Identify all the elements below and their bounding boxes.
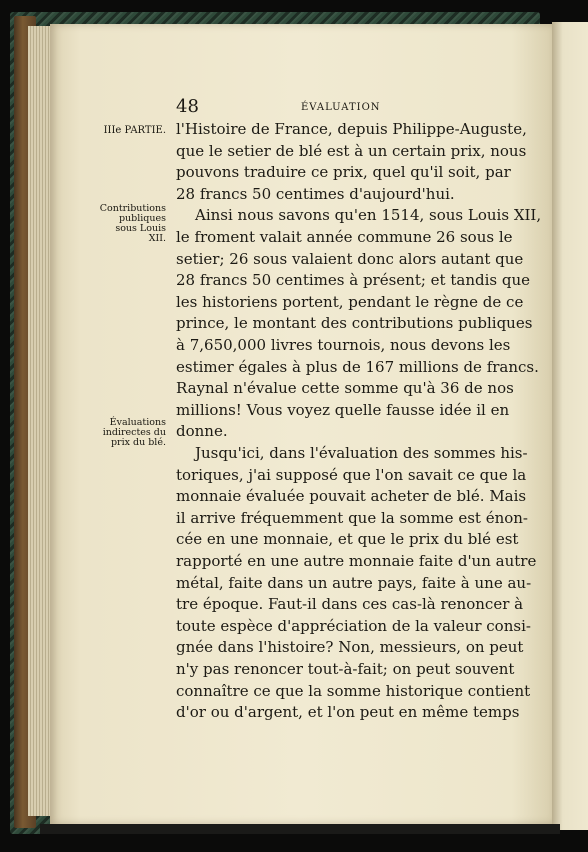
text-line: prince, le montant des contributions publiques: [176, 314, 533, 333]
text-line: pouvons traduire ce prix, quel qu'il soit, par: [176, 163, 511, 182]
margin-note-evaluations: Évaluations indirectes du prix du blé.: [102, 417, 166, 448]
text-line: donne.: [176, 422, 228, 441]
text-line: Raynal n'évalue cette somme qu'à 36 de nos: [176, 379, 514, 398]
text-line: Ainsi nous savons qu'en 1514, sous Louis XII,: [195, 206, 542, 225]
text-line: il arrive fréquemment que la somme est énon-: [176, 508, 528, 527]
bottom-shadow: [40, 824, 560, 834]
text-line: monnaie évaluée pouvait acheter de blé. Mais: [176, 487, 527, 506]
running-title: ÉVALUATION: [301, 102, 381, 113]
text-line: toriques, j'ai supposé que l'on savait ce que la: [176, 465, 527, 484]
text-line: tre époque. Faut-il dans ces cas-là renoncer à: [176, 595, 524, 614]
text-line: Jusqu'ici, dans l'évaluation des sommes his-: [195, 444, 528, 462]
margin-note-contributions: Contributions publiques sous Louis XII.: [99, 203, 166, 244]
text-line: millions! Vous voyez quelle fausse idée il en: [176, 400, 510, 419]
text-line: que le setier de blé est à un certain prix, nous: [176, 141, 527, 160]
text-line: le froment valait année commune 26 sous le: [176, 228, 513, 246]
text-line: à 7,650,000 livres tournois, nous devons les: [176, 336, 511, 354]
text-line: l'Histoire de France, depuis Philippe-Auguste,: [176, 120, 527, 138]
text-line: setier; 26 sous valaient donc alors autant que: [176, 249, 524, 268]
text-line: connaître ce que la somme historique contient: [176, 681, 531, 700]
text-line: cée en une monnaie, et que le prix du blé est: [176, 530, 519, 549]
text-line: d'or ou d'argent, et l'on peut en même temps: [176, 703, 520, 722]
text-line: toute espèce d'appréciation de la valeur consi-: [176, 616, 531, 635]
text-line: rapporté en une autre monnaie faite d'un autre: [176, 552, 537, 570]
page-number: 48: [176, 96, 199, 117]
margin-note-part: IIIe PARTIE.: [103, 125, 166, 136]
text-line: 28 francs 50 centimes à présent; et tandis que: [176, 271, 530, 290]
text-line: 28 francs 50 centimes d'aujourd'hui.: [176, 184, 455, 203]
text-line: estimer égales à plus de 167 millions de francs.: [176, 357, 539, 376]
page-header: [176, 96, 488, 120]
text-line: n'y pas renoncer tout-à-fait; on peut souvent: [176, 660, 515, 678]
text-line: gnée dans l'histoire? Non, messieurs, on peut: [176, 638, 524, 657]
text-line: métal, faite dans un autre pays, faite à une au-: [176, 573, 532, 592]
text-line: les historiens portent, pendant le règne de ce: [176, 292, 524, 311]
facing-page-edge: [552, 22, 588, 830]
